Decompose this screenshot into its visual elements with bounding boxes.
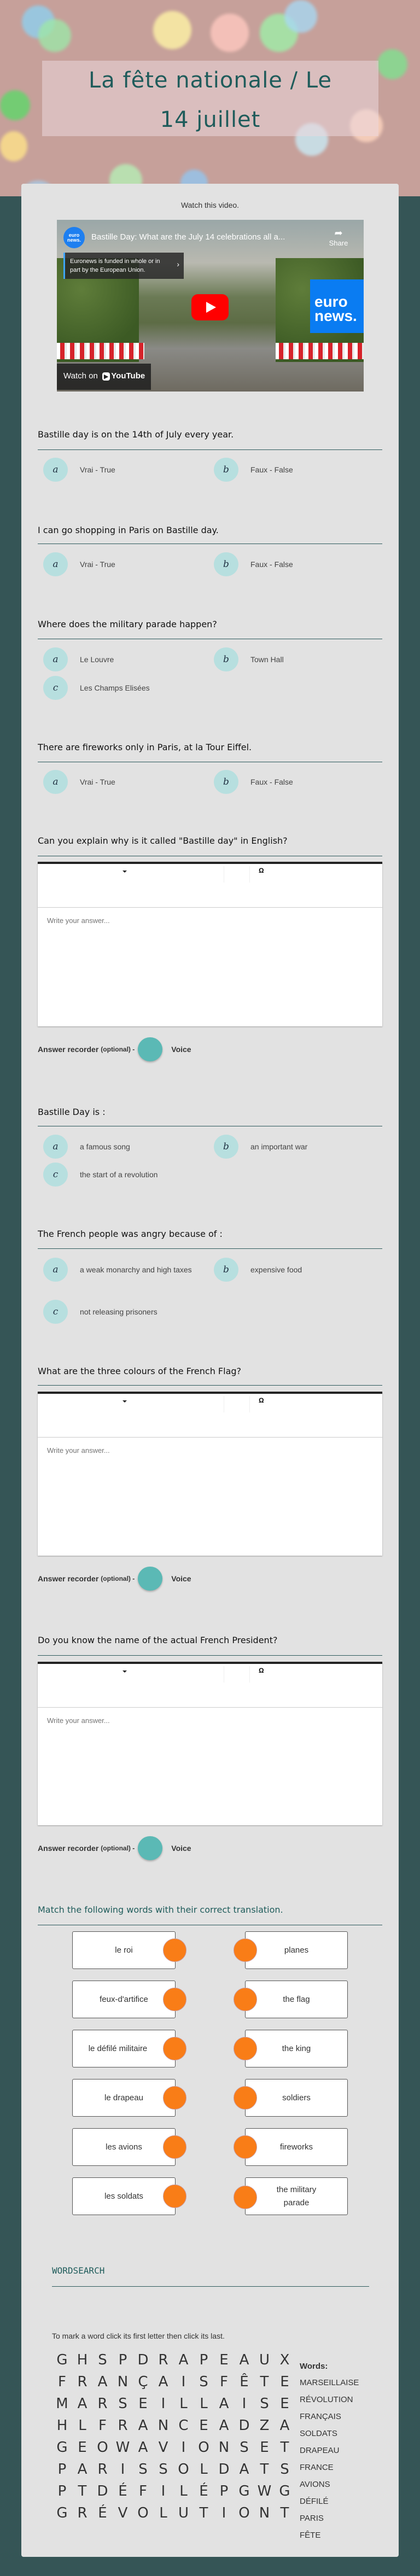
- grid-letter[interactable]: A: [239, 2461, 249, 2478]
- grid-letter[interactable]: W: [115, 2439, 130, 2456]
- grid-letter[interactable]: W: [257, 2483, 272, 2499]
- question-title: Where does the military parade happen?: [38, 619, 217, 629]
- question-title: Bastille day is on the 14th of July every year.: [38, 429, 234, 440]
- grid-letter[interactable]: D: [97, 2483, 108, 2499]
- grid-letter[interactable]: I: [161, 2483, 166, 2499]
- grid-letter[interactable]: T: [260, 2461, 269, 2478]
- option-b[interactable]: b Town Hall: [214, 647, 378, 671]
- grid-letter[interactable]: S: [280, 2461, 289, 2478]
- grid-letter[interactable]: N: [117, 2374, 129, 2390]
- editor-toolbar: [38, 1664, 382, 1708]
- grid-letter[interactable]: A: [279, 2417, 290, 2434]
- grid-letter[interactable]: F: [98, 2417, 107, 2434]
- answer-recorder: Answer recorder (optional) - Voice: [38, 1836, 191, 1860]
- option-c[interactable]: c the start of a revolution: [43, 1163, 207, 1187]
- option-c[interactable]: c not releasing prisoners: [43, 1300, 207, 1324]
- youtube-icon: ▶: [102, 372, 110, 381]
- format-dropdown-caret-icon[interactable]: [122, 1400, 127, 1403]
- match-left-item[interactable]: les avions: [72, 2128, 176, 2166]
- word-list-item: PARIS: [300, 2514, 324, 2523]
- match-right-item[interactable]: the king: [245, 2030, 348, 2067]
- grid-letter[interactable]: D: [238, 2417, 250, 2434]
- grid-letter[interactable]: R: [97, 2396, 108, 2412]
- grid-letter[interactable]: L: [78, 2417, 86, 2434]
- answer-recorder: Answer recorder (optional) - Voice: [38, 1567, 191, 1591]
- grid-letter[interactable]: S: [159, 2461, 168, 2478]
- question-title: The French people was angry because of :: [38, 1229, 223, 1239]
- grid-letter[interactable]: É: [199, 2483, 208, 2499]
- match-connector-dot[interactable]: [234, 2135, 257, 2159]
- grid-row: [52, 2458, 295, 2480]
- word-list-item: AVIONS: [300, 2480, 330, 2489]
- divider: [38, 449, 382, 450]
- grid-letter[interactable]: I: [120, 2461, 125, 2478]
- grid-letter[interactable]: T: [78, 2483, 87, 2499]
- match-connector-dot[interactable]: [234, 2037, 257, 2060]
- grid-letter[interactable]: U: [178, 2505, 189, 2521]
- answer-editor: [38, 1392, 382, 1556]
- option-a[interactable]: a Vrai - True: [43, 770, 207, 794]
- grid-letter[interactable]: I: [221, 2505, 226, 2521]
- match-right-item[interactable]: fireworks: [245, 2128, 348, 2166]
- grid-letter[interactable]: T: [199, 2505, 208, 2521]
- grid-letter[interactable]: R: [77, 2374, 88, 2390]
- word-list-item: FÊTE: [300, 2531, 321, 2540]
- grid-letter[interactable]: D: [218, 2461, 230, 2478]
- grid-letter[interactable]: R: [158, 2352, 168, 2368]
- grid-letter[interactable]: P: [57, 2483, 67, 2499]
- grid-letter[interactable]: O: [178, 2461, 189, 2478]
- question-title: Bastille Day is :: [38, 1107, 106, 1117]
- grid-letter[interactable]: M: [56, 2396, 68, 2412]
- question-title: There are fireworks only in Paris, at la Tour Eiffel.: [38, 742, 252, 752]
- grid-letter[interactable]: U: [259, 2352, 270, 2368]
- grid-letter[interactable]: Ç: [138, 2374, 148, 2390]
- grid-letter[interactable]: O: [238, 2505, 250, 2521]
- grid-letter[interactable]: N: [259, 2505, 270, 2521]
- flags-right: [276, 343, 364, 359]
- editor-toolbar: [38, 864, 382, 908]
- header-banner: [0, 0, 420, 196]
- match-connector-dot[interactable]: [163, 2135, 186, 2159]
- watch-on-youtube-button[interactable]: Watch on ▶ YouTube: [57, 364, 151, 390]
- match-connector-dot[interactable]: [234, 2086, 257, 2110]
- grid-letter[interactable]: O: [137, 2505, 149, 2521]
- wordsearch-title: WORDSEARCH: [52, 2265, 105, 2276]
- grid-letter[interactable]: Z: [259, 2417, 270, 2434]
- question-title: I can go shopping in Paris on Bastille day.: [38, 525, 219, 535]
- grid-row: [52, 2393, 295, 2415]
- word-list-item: FRANÇAIS: [300, 2412, 341, 2421]
- grid-letter[interactable]: E: [199, 2417, 208, 2434]
- answer-input[interactable]: [38, 908, 382, 1026]
- word-list-item: SOLDATS: [300, 2429, 337, 2438]
- grid-letter[interactable]: S: [240, 2439, 249, 2456]
- option-a[interactable]: a a weak monarchy and high taxes: [43, 1258, 213, 1282]
- grid-letter[interactable]: A: [158, 2374, 168, 2390]
- word-list-item: DRAPEAU: [300, 2446, 340, 2455]
- channel-logo-icon[interactable]: euro news.: [63, 227, 85, 248]
- grid-letter[interactable]: A: [178, 2352, 189, 2368]
- grid-letter[interactable]: E: [280, 2396, 289, 2412]
- grid-letter[interactable]: A: [219, 2417, 229, 2434]
- match-right-item[interactable]: the flag: [245, 1981, 348, 2018]
- format-dropdown-caret-icon[interactable]: [122, 871, 127, 873]
- format-dropdown-caret-icon[interactable]: [122, 1670, 127, 1673]
- grid-letter[interactable]: X: [279, 2352, 290, 2368]
- match-connector-dot[interactable]: [163, 2184, 186, 2208]
- grid-letter[interactable]: E: [260, 2439, 269, 2456]
- grid-letter[interactable]: F: [139, 2483, 147, 2499]
- grid-letter[interactable]: A: [77, 2461, 88, 2478]
- match-left-item[interactable]: le défilé militaire: [72, 2030, 176, 2067]
- option-a[interactable]: a Vrai - True: [43, 458, 207, 482]
- grid-letter[interactable]: I: [181, 2374, 186, 2390]
- option-b[interactable]: b Faux - False: [214, 552, 378, 576]
- match-left-item[interactable]: feux-d'artifice: [72, 1981, 176, 2018]
- grid-letter[interactable]: E: [138, 2396, 148, 2412]
- grid-row: [52, 2415, 295, 2437]
- option-a[interactable]: a Le Louvre: [43, 647, 207, 671]
- grid-letter[interactable]: P: [118, 2352, 127, 2368]
- grid-letter[interactable]: E: [219, 2352, 229, 2368]
- divider: [38, 1385, 382, 1386]
- grid-letter[interactable]: I: [242, 2396, 247, 2412]
- grid-letter[interactable]: S: [98, 2352, 107, 2368]
- grid-letter[interactable]: A: [77, 2396, 88, 2412]
- grid-letter[interactable]: S: [199, 2374, 208, 2390]
- grid-letter[interactable]: L: [200, 2396, 208, 2412]
- page-title: La fête nationale / Le 14 juillet: [88, 68, 332, 132]
- option-a[interactable]: a Vrai - True: [43, 552, 207, 576]
- option-a[interactable]: a a famous song: [43, 1135, 207, 1159]
- answer-editor: [38, 1662, 382, 1825]
- grid-letter[interactable]: É: [98, 2505, 107, 2521]
- grid-letter[interactable]: G: [56, 2439, 68, 2456]
- word-list-item: DÉFILÉ: [300, 2497, 329, 2506]
- share-button[interactable]: ➦ Share: [325, 227, 352, 247]
- answer-input[interactable]: [38, 1708, 382, 1825]
- match-connector-dot[interactable]: [163, 1988, 186, 2011]
- match-right-item[interactable]: planes: [245, 1931, 348, 1969]
- match-right-item[interactable]: soldiers: [245, 2079, 348, 2117]
- special-characters-button[interactable]: Ω: [259, 1397, 264, 1404]
- grid-letter[interactable]: I: [161, 2396, 166, 2412]
- grid-letter[interactable]: A: [239, 2352, 249, 2368]
- flags-left: [57, 343, 144, 359]
- grid-letter[interactable]: L: [179, 2396, 188, 2412]
- match-connector-dot[interactable]: [163, 2037, 186, 2060]
- grid-letter[interactable]: S: [118, 2396, 127, 2412]
- grid-letter[interactable]: C: [178, 2417, 189, 2434]
- answer-recorder: Answer recorder (optional) - Voice: [38, 1037, 191, 1061]
- match-connector-dot[interactable]: [234, 1938, 257, 1962]
- grid-letter[interactable]: P: [199, 2352, 208, 2368]
- record-voice-button[interactable]: [138, 1037, 162, 1061]
- grid-letter[interactable]: T: [280, 2505, 289, 2521]
- grid-letter[interactable]: O: [198, 2439, 209, 2456]
- match-right-item[interactable]: the military parade: [245, 2177, 348, 2215]
- grid-letter[interactable]: T: [280, 2439, 289, 2456]
- grid-letter[interactable]: E: [280, 2374, 289, 2390]
- grid-letter[interactable]: A: [138, 2417, 148, 2434]
- grid-letter[interactable]: H: [56, 2417, 68, 2434]
- record-voice-button[interactable]: [138, 1567, 162, 1591]
- grid-letter[interactable]: S: [138, 2461, 148, 2478]
- play-icon[interactable]: [191, 294, 229, 320]
- grid-letter[interactable]: S: [260, 2396, 269, 2412]
- grid-row: [52, 2371, 295, 2393]
- grid-letter[interactable]: G: [238, 2483, 250, 2499]
- matching-title: Match the following words with their correct translation.: [38, 1905, 283, 1915]
- word-list-item: FRANCE: [300, 2463, 334, 2472]
- grid-letter[interactable]: L: [179, 2483, 188, 2499]
- match-connector-dot[interactable]: [163, 2086, 186, 2110]
- divider: [38, 1655, 382, 1656]
- grid-letter[interactable]: E: [78, 2439, 87, 2456]
- match-connector-dot[interactable]: [234, 1988, 257, 2011]
- option-b[interactable]: b Faux - False: [214, 458, 378, 482]
- grid-letter[interactable]: T: [260, 2374, 269, 2390]
- grid-letter[interactable]: A: [219, 2396, 229, 2412]
- grid-letter[interactable]: P: [57, 2461, 67, 2478]
- grid-letter[interactable]: R: [118, 2417, 128, 2434]
- grid-row: [52, 2502, 295, 2524]
- share-icon: ➦: [334, 227, 343, 238]
- grid-letter[interactable]: G: [56, 2352, 68, 2368]
- grid-letter[interactable]: A: [138, 2439, 148, 2456]
- grid-letter[interactable]: R: [77, 2505, 88, 2521]
- word-list-item: MARSEILLAISE: [300, 2378, 359, 2387]
- grid-letter[interactable]: P: [219, 2483, 229, 2499]
- grid-letter[interactable]: O: [97, 2439, 108, 2456]
- chevron-right-icon: ›: [177, 260, 179, 268]
- match-left-item[interactable]: le roi: [72, 1931, 176, 1969]
- video-embed[interactable]: [57, 220, 364, 392]
- grid-row: [52, 2437, 295, 2458]
- grid-letter[interactable]: H: [77, 2352, 88, 2368]
- grid-letter[interactable]: V: [158, 2439, 168, 2456]
- grid-letter[interactable]: G: [279, 2483, 290, 2499]
- grid-letter[interactable]: G: [56, 2505, 68, 2521]
- question-title: Can you explain why is it called "Bastille day" in English?: [38, 836, 288, 846]
- divider: [52, 2286, 369, 2287]
- grid-letter[interactable]: L: [200, 2461, 208, 2478]
- word-list-item: RÉVOLUTION: [300, 2395, 353, 2404]
- match-left-item[interactable]: le drapeau: [72, 2079, 176, 2117]
- grid-row: [52, 2480, 295, 2502]
- wordsearch-instruction: To mark a word click its first letter then click its last.: [52, 2332, 225, 2340]
- match-connector-dot[interactable]: [234, 2186, 257, 2209]
- grid-letter[interactable]: F: [220, 2374, 228, 2390]
- grid-letter[interactable]: D: [137, 2352, 149, 2368]
- euronews-logo: euro news.: [310, 279, 364, 333]
- editor-toolbar: [38, 1394, 382, 1438]
- match-left-item[interactable]: les soldats: [72, 2177, 176, 2215]
- intro-text: Watch this video.: [180, 201, 240, 209]
- grid-letter[interactable]: É: [118, 2483, 127, 2499]
- match-connector-dot[interactable]: [163, 1938, 186, 1962]
- answer-editor: [38, 862, 382, 1026]
- wordsearch-grid[interactable]: [52, 2349, 295, 2524]
- title-box: [42, 61, 378, 136]
- special-characters-button[interactable]: Ω: [259, 1667, 264, 1674]
- grid-letter[interactable]: N: [158, 2417, 169, 2434]
- question-title: What are the three colours of the French Flag?: [38, 1366, 242, 1376]
- option-c[interactable]: c Les Champs Elisées: [43, 676, 207, 700]
- grid-letter[interactable]: Ê: [240, 2374, 249, 2390]
- grid-row: [52, 2349, 295, 2371]
- question-title: Do you know the name of the actual French President?: [38, 1635, 278, 1645]
- option-b[interactable]: b Faux - False: [214, 770, 378, 794]
- option-b[interactable]: b an important war: [214, 1135, 378, 1159]
- grid-letter[interactable]: V: [118, 2505, 128, 2521]
- record-voice-button[interactable]: [138, 1836, 162, 1860]
- grid-letter[interactable]: L: [159, 2505, 167, 2521]
- grid-letter[interactable]: F: [58, 2374, 66, 2390]
- special-characters-button[interactable]: Ω: [259, 867, 264, 874]
- grid-letter[interactable]: I: [181, 2439, 186, 2456]
- grid-letter[interactable]: A: [97, 2374, 108, 2390]
- grid-letter[interactable]: N: [218, 2439, 230, 2456]
- divider: [38, 1248, 382, 1249]
- grid-letter[interactable]: R: [97, 2461, 108, 2478]
- answer-input[interactable]: [38, 1438, 382, 1555]
- funding-notice[interactable]: Euronews is funded in whole or in part by the European Union. ›: [63, 253, 184, 279]
- video-title[interactable]: Bastille Day: What are the July 14 celebrations all a...: [91, 232, 285, 242]
- word-list: Words: MARSEILLAISE RÉVOLUTION FRANÇAIS SOLDATS DRAPEAU FRANCE AVIONS DÉFILÉ PARIS FÊTE: [300, 2360, 359, 2544]
- option-b[interactable]: b expensive food: [214, 1258, 378, 1282]
